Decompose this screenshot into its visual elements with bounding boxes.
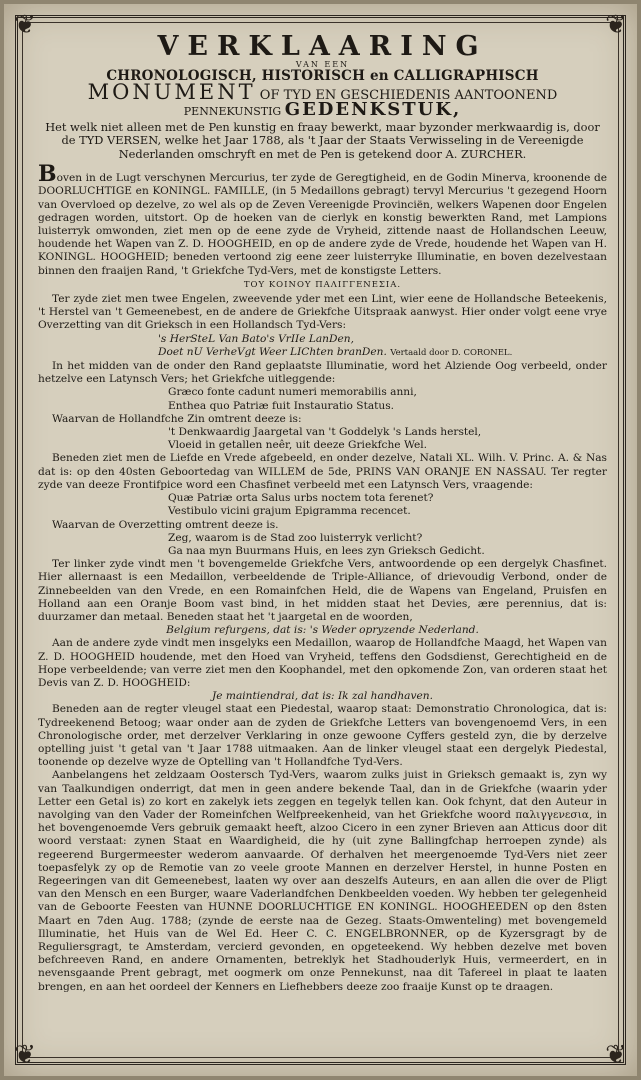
paragraph-1: Boven in de Lugt verschynen Mercurius, ter zyde de Geregtigheid, en de Godin Minerva, kroonende de DOORLUCHTIGE en KONINGL. FAMILLE, (in 5 Medaillons gebragt) tervyl Mercurius 't gezegend Hoorn van Overvloed op dezelve, zo wel als op de Zeven Vereenigde Provinciën, welkers Wapenen door Engelen gedragen worden, uitstort. Op de hoeken van de cierlyk en konstig bewerkten Rand, met Lampions luisterryk omwonden, ziet men op de eene zyde de Vryheid, zittende naast de Hollandschen Leeuw, houdende het Wapen van Z. D. HOOGHEID, en op de andere zyde de Vrede, houdende het Wapen van H. KONINGL. HOOGHEID; beneden vertoond zig eene zeer luisterryke Illuminatie, en boven dezelvestaan binnen den fraaijen Rand, 't Griekfche Tyd-Vers, met de konstigste Letters. [38,161,607,277]
verse-5a: Zeg, waarom is de Stad zoo luisterryk verlicht? [168,531,423,544]
intro-paragraph: Het welk niet alleen met de Pen kunstig en fraay bewerkt, maar byzonder merkwaardig is, door de TYD VERSEN, welke het Jaar 1788, als 't Jaar der Staats Verwisseling in de Vereenigde Nederlanden omschryft en met de Pen is getekend door A. ZURCHER. [45,120,600,161]
verse-2a: Græco fonte cadunt numeri memorabilis anni, [168,386,417,399]
paragraph-2: Ter zyde ziet men twee Engelen, zweevende yder met een Lint, wier eene de Hollandsche Beteekenis, 't Herstel van 't Gemeenebest, en de andere de Griekfche Uitspraak aanwyst. Hier onder volgt eene vrye Overzetting van dit Grieksch in een Hollandsch Tyd-Vers: [38,293,607,332]
drop-cap: B [38,161,57,188]
verse-6: Belgium refurgens, dat is: 's Weder opryzende Nederland. [166,624,479,637]
document-body [38,31,607,1036]
greek-verse: ΤΟΥ ΚΟΙΝΟΥ ΠΑΛΙΓΓΕΝΕΣΙΑ. [243,279,402,290]
paragraph-10: Aanbelangens het zeldzaam Oostersch Tyd-Vers, waarom zulks juist in Grieksch gemaakt is, zyn wy van Taalkundigen onderrigt, dat men in geen andere bekende Taal, dan in de Griekfche (waarin yder Letter een Getal is) zo kort en zakelyk iets zeggen en tegelyk tellen kan. Ook fchynt, dat den Auteur in navolging van den Vader der Romeinfchen Welfpreekenheid, van het Griekfche woord παλιγγενεσια, in het bovengenoemde Vers gebruik gemaakt heeft, alzoo Cicero in een zyner Brieven aan Atticus door dit woord verstaat: zynen Staat en Waardigheid, die hy (uit zyne Ballingfchap herroepen zynde) als regeerend Burgermeester wederom aanvaarde. Of derhalven het meergenoemde Tyd-Vers niet zeer toepasfelyk zy op de Remotie van zo veele groote Mannen en derzelver Herstel, in hunne Posten en Regeeringen van dit Gemeenebest, laaten wy over aan deszelfs Auteurs, en aan allen die over de Pligt van den Mensch en een Burger, waare Vaderlandfchen Denkbeelden voeden. Wy hebben ter gelegenheid van de Geboorte Feesten van HUNNE DOORLUCHTIGE EN KONINGL. HOOGHEEDEN op den 8sten Maart en 7den Aug. 1788; (zynde de eerste naa de Gezeg. Staats-Omwenteling) met bovengemeld Illuminatie, het Huis van de Wel Ed. Heer C. C. ENGELBRONNER, op de Kyzersgragt by de Reguliersgragt, te Amsterdam, vercierd gevonden, en opgeteekend. Wy hebben dezelve met boven befchreeven Rand, en andere Ornamenten, betreklyk het Stadhouderlyk Huis, vermeerdert, en in nevensgaande Prent gebragt, met oogmerk om onze Pennekunst, naa dit Tafereel in plaat te laaten brengen, en aan het oordeel der Kenners en Liefhebbers deeze zoo fraaije Kunst op te draagen. [38,769,607,993]
paragraph-5: Beneden ziet men de Liefde en Vrede afgebeeld, en onder dezelve, Natali XL. Wilh. V. Princ. A. & Nas dat is: op den 40sten Geboortedag van WILLEM de 5de, PRINS VAN ORANJE EN NASSAU. Ter regter zyde van deeze Frontifpice word een Chasfinet verbeeld met een Latynsch Vers, vraagende: [38,452,607,491]
title-monument: MONUMENT [87,80,256,104]
translator-credit: Vertaald door D. CORONEL. [390,347,513,358]
verse-7: Je maintiendrai, dat is: Ik zal handhaven. [212,690,433,703]
corner-ornament-icon: ❦ [605,1040,627,1070]
paragraph-3: In het midden van de onder den Rand geplaatste Illuminatie, word het Alziende Oog verbeeld, onder hetzelve een Latynsch Vers; het Griekfche uitleggende: [38,360,607,386]
paragraph-9: Beneden aan de regter vleugel staat een Piedestal, waarop staat: Demonstratio Chronologica, dat is: Tydreekenend Betoog; waar onder aan de zyden de Griekfche Letters van bovengenoemd Vers, in een Chronologische order, met derzelver Verklaring in onze gewoone Cyffers gesteld zyn, die by derzelve optelling juist 't getal van 't Jaar 1788 uitmaaken. Aan de linker vleugel staat een dergelyk Piedestal, toonende op dezelve wyze de Optelling van 't Hollandfche Tyd-Vers. [38,703,607,769]
title-gedenkstuk: GEDENKSTUK, [284,99,462,120]
title-pennekunstig: PENNEKUNSTIG [183,105,282,118]
paragraph-8: Aan de andere zyde vindt men insgelyks een Medaillon, waarop de Hollandfche Maagd, het Wapen van Z. D. HOOGHEID houdende, met den Hoed van Vryheid, teffens den Godsdienst, Gerechtigheid en de Hope verbeeldende; van verre ziet men den Koophandel, met den opkomende Zon, van orderen staat het Devis van Z. D. HOOGHEID: [38,637,607,689]
paragraph-7: Ter linker zyde vindt men 't bovengemelde Griekfche Vers, antwoordende op een dergelyk Chasfinet. Hier allernaast is een Medaillon, verbeeldende de Triple-Alliance, of drievoudig Verbond, onder de Zinnebeelden van den Vrede, en een Romainfchen Held, die de Wapens van Engeland, Pruisfen en Holland aan een Oranje Boom vast bind, in het midden staat het Devies, ære perennius, dat is: duurzamer dan metaal. Beneden staat het 't jaargetal en de woorden, [38,558,607,623]
verse-3a: 't Denkwaardig Jaargetal van 't Goddelyk 's Lands herstel, [168,426,482,439]
title-line-1: VERKLAARING [157,31,488,62]
verse-3b: Vloeid in getallen neêr, uit deeze Griekfche Wel. [168,439,427,452]
title-line-5 [38,99,607,120]
corner-ornament-icon: ❦ [14,10,36,40]
paragraph-4: Waarvan de Hollandfche Zin omtrent deeze is: [52,412,302,425]
verse-4b: Vestibulo vicini grajum Epigramma recencet. [168,505,411,518]
verse-4a: Quæ Patriæ orta Salus urbs noctem tota ferenet? [168,492,434,505]
title-line-3: CHRONOLOGISCH, HISTORISCH en CALLIGRAPHISCH [106,68,539,84]
corner-ornament-icon: ❦ [14,1040,36,1070]
document-sheet [4,4,637,1076]
corner-ornament-icon: ❦ [605,10,627,40]
verse-1a: 's HerSteL Van Bato's VrIIe LanDen, [158,332,354,345]
verse-2b: Enthea quo Patriæ fuit Instauratio Status. [168,399,395,412]
verse-1b: Doet nU VerheVgt Weer LIChten branDen. Vertaald door D. CORONEL. [158,345,513,358]
title-line-2: VAN EEN [295,60,350,69]
paragraph-6: Waarvan de Overzetting omtrent deeze is. [52,518,279,531]
title-subtitle: OF TYD EN GESCHIEDENIS AANTOONEND [259,88,558,103]
verse-5b: Ga naa myn Buurmans Huis, en lees zyn Grieksch Gedicht. [168,544,485,557]
